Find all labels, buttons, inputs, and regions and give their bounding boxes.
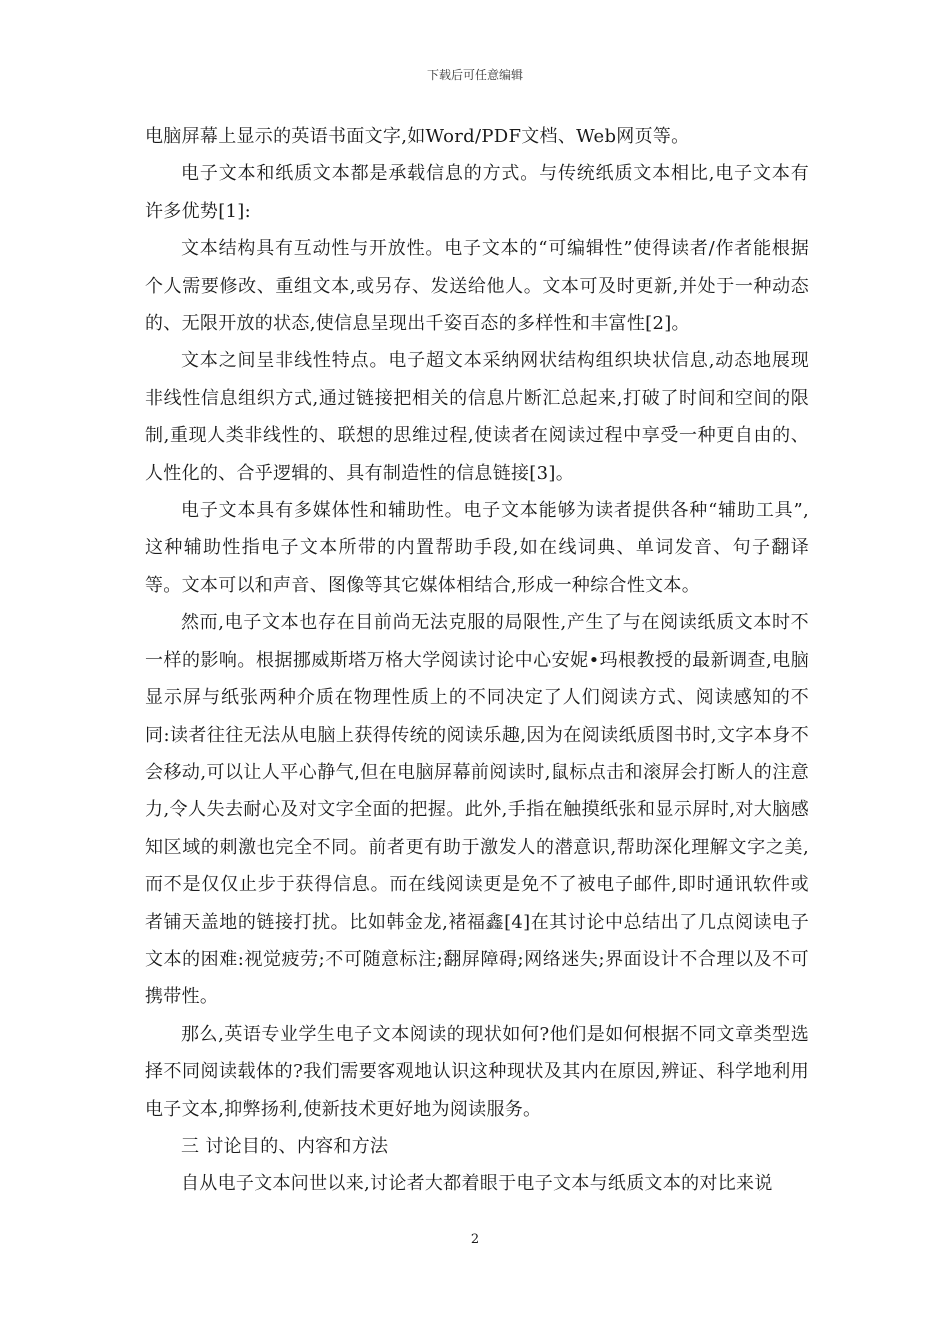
section-heading: 三 讨论目的、内容和方法 bbox=[181, 1135, 389, 1157]
paragraph-interactivity: 文本结构具有互动性与开放性。电子文本的“可编辑性”使得读者/作者能根据个人需要修改、重组文本,或另存、发送给他人。文本可及时更新,并处于一种动态的、无限开放的状态,使信息呈现出千姿百态的多样性和丰富性[2]。 bbox=[145, 238, 809, 335]
paragraph-multimedia: 电子文本具有多媒体性和辅助性。电子文本能够为读者提供各种“辅助工具”,这种辅助性指电子文本所带的内置帮助手段,如在线词典、单词发音、句子翻译等。文本可以和声音、图像等其它媒体相结合,形成一种综合性文本。 bbox=[145, 500, 809, 596]
page-number: 2 bbox=[470, 1232, 480, 1247]
page-header: 下载后可任意编辑 bbox=[426, 68, 523, 82]
paragraph-research-question: 那么,英语专业学生电子文本阅读的现状如何?他们是如何根据不同文章类型选择不同阅读载体的?我们需要客观地认识这种现状及其内在原因,辨证、科学地利用电子文本,抑弊扬利,使新技术更好地为阅读服务。 bbox=[145, 1023, 809, 1120]
paragraph-limitations: 然而,电子文本也存在目前尚无法克服的局限性,产生了与在阅读纸质文本时不一样的影响。根据挪威斯塔万格大学阅读讨论中心安妮•玛根教授的最新调查,电脑显示屏与纸张两种介质在物理性质上的不同决定了人们阅读方式、阅读感知的不同:读者往往无法从电脑上获得传统的阅读乐趣,因为在阅读纸质图书时,文字本身不会移动,可以让人平心静气,但在电脑屏幕前阅读时,鼠标点击和滚屏会打断人的注意力,令人失去耐心及对文字全面的把握。此外,手指在触摸纸张和显示屏时,对大脑感知区域的刺激也完全不同。前者更有助于激发人的潜意识,帮助深化理解文字之美,而不是仅仅止步于获得信息。而在线阅读更是免不了被电子邮件,即时通讯软件或者铺天盖地的链接打扰。比如韩金龙,褚福鑫[4]在其讨论中总结出了几点阅读电子文本的困难:视觉疲劳;不可随意标注;翻屏障碍;网络迷失;界面设计不合理以及不可携带性。 bbox=[145, 612, 809, 1008]
paragraph-continuation: 电脑屏幕上显示的英语书面文字,如Word/PDF文档、Web网页等。 bbox=[145, 126, 690, 147]
paragraph-nonlinearity: 文本之间呈非线性特点。电子超文本采纳网状结构组织块状信息,动态地展现非线性信息组织方式,通过链接把相关的信息片断汇总起来,打破了时间和空间的限制,重现人类非线性的、联想的思维过程,使读者在阅读过程中享受一种更自由的、人性化的、合乎逻辑的、具有制造性的信息链接[3]。 bbox=[145, 350, 809, 484]
paragraph-advantages-intro: 电子文本和纸质文本都是承载信息的方式。与传统纸质文本相比,电子文本有许多优势[1]: bbox=[145, 163, 809, 222]
paragraph-section-start: 自从电子文本问世以来,讨论者大都着眼于电子文本与纸质文本的对比来说 bbox=[181, 1173, 773, 1195]
document-body bbox=[145, 118, 809, 1203]
